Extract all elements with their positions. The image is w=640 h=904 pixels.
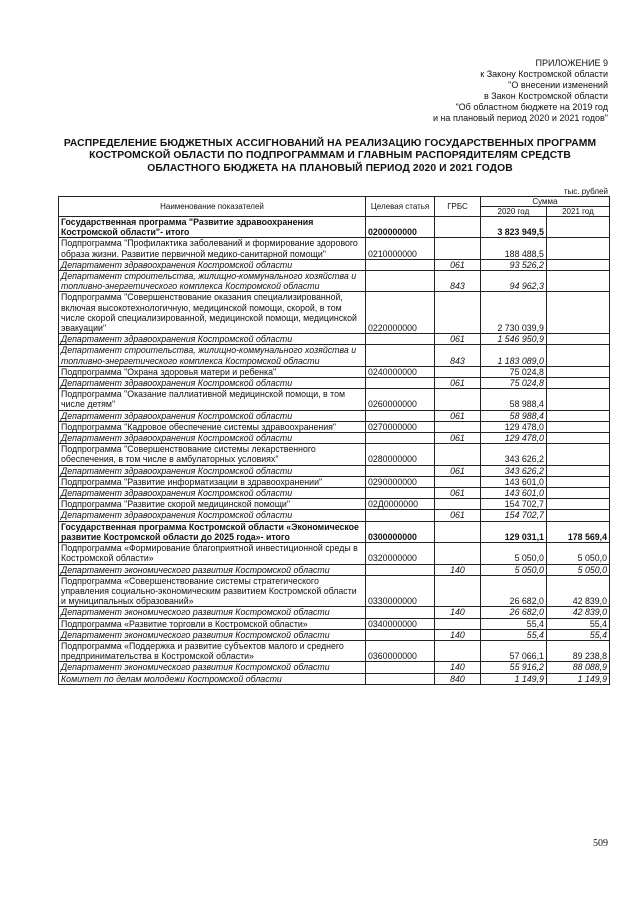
row-sum-2021: [546, 217, 609, 238]
row-code: 02Д0000000: [366, 499, 435, 510]
row-name: Департамент здравоохранения Костромской области: [59, 378, 366, 389]
row-grbs: 140: [435, 662, 481, 673]
row-code: 0290000000: [366, 476, 435, 487]
row-sum-2020: 55,4: [480, 629, 546, 640]
row-name: Комитет по делам молодежи Костромской области: [59, 673, 366, 684]
row-name: Государственная программа "Развитие здравоохранения Костромской области"- итого: [59, 217, 366, 238]
row-sum-2021: [546, 238, 609, 259]
row-sum-2020: 5 050,0: [480, 543, 546, 564]
table-row: [59, 421, 610, 432]
row-grbs: [435, 366, 481, 377]
page-number: 509: [593, 838, 608, 849]
table-row: [59, 543, 610, 564]
row-code: 0220000000: [366, 292, 435, 334]
row-sum-2020: 1 546 950,9: [480, 334, 546, 345]
row-name: Подпрограмма "Профилактика заболеваний и формирование здорового образа жизни. Развитие первичной медико-санитарной помощи": [59, 238, 366, 259]
row-code: 0200000000: [366, 217, 435, 238]
row-code: [366, 410, 435, 421]
header-year-2021: 2021 год: [546, 207, 609, 217]
row-sum-2021: 5 050,0: [546, 564, 609, 575]
row-grbs: [435, 389, 481, 410]
document-title: РАСПРЕДЕЛЕНИЕ БЮДЖЕТНЫХ АССИГНОВАНИЙ НА РЕАЛИЗАЦИЮ ГОСУДАРСТВЕННЫХ ПРОГРАММ КОСТРОМСКОЙ ОБЛАСТИ ПО ПОДПРОГРАММАМ И ГЛАВНЫМ РАСПОРЯДИТЕЛЯМ СРЕДСТВ ОБЛАСТНОГО БЮДЖЕТА НА ПЛАНОВЫЙ ПЕРИОД 2020 И 2021 ГОДОВ: [63, 138, 597, 174]
row-sum-2021: [546, 476, 609, 487]
row-sum-2020: 129 478,0: [480, 421, 546, 432]
appendix-line: "Об областном бюджете на 2019 год: [455, 102, 608, 112]
table-row: [59, 334, 610, 345]
row-sum-2021: [546, 378, 609, 389]
header-code: Целевая статья: [366, 197, 435, 217]
row-sum-2021: [546, 366, 609, 377]
row-name: Департамент здравоохранения Костромской области: [59, 259, 366, 270]
table-header-row: [59, 197, 610, 207]
row-code: [366, 662, 435, 673]
row-sum-2021: [546, 510, 609, 521]
row-code: 0340000000: [366, 618, 435, 629]
row-sum-2021: [546, 292, 609, 334]
row-sum-2020: 55 916,2: [480, 662, 546, 673]
row-sum-2021: 42 839,0: [546, 607, 609, 618]
table-row: [59, 378, 610, 389]
row-code: 0320000000: [366, 543, 435, 564]
row-grbs: 061: [435, 410, 481, 421]
row-sum-2021: [546, 421, 609, 432]
table-row: [59, 238, 610, 259]
row-grbs: 061: [435, 488, 481, 499]
row-code: [366, 510, 435, 521]
header-sum: Сумма: [480, 197, 609, 207]
row-name: Подпрограмма "Развитие информатизации в здравоохранении": [59, 476, 366, 487]
row-grbs: [435, 575, 481, 607]
appendix-line: в Закон Костромской области: [483, 91, 608, 101]
row-sum-2021: [546, 499, 609, 510]
table-row: [59, 607, 610, 618]
appendix-line: и на плановый период 2020 и 2021 годов": [432, 113, 608, 123]
row-sum-2021: [546, 488, 609, 499]
table-row: [59, 366, 610, 377]
row-sum-2020: 143 601,0: [480, 488, 546, 499]
row-name: Департамент здравоохранения Костромской области: [59, 488, 366, 499]
row-sum-2021: [546, 444, 609, 465]
table-row: [59, 389, 610, 410]
row-sum-2020: 75 024,8: [480, 378, 546, 389]
row-sum-2020: 343 626,2: [480, 444, 546, 465]
row-name: Департамент экономического развития Костромской области: [59, 607, 366, 618]
row-sum-2021: 1 149,9: [546, 673, 609, 684]
row-code: [366, 465, 435, 476]
row-name: Департамент здравоохранения Костромской области: [59, 410, 366, 421]
table-row: [59, 259, 610, 270]
row-sum-2021: 5 050,0: [546, 543, 609, 564]
table-row: [59, 673, 610, 684]
row-sum-2020: 57 066,1: [480, 640, 546, 661]
row-name: Подпрограмма «Поддержка и развитие субъектов малого и среднего предпринимательства в Костромской области»: [59, 640, 366, 661]
row-code: 0260000000: [366, 389, 435, 410]
table-row: [59, 575, 610, 607]
row-grbs: 061: [435, 259, 481, 270]
row-sum-2021: 178 569,4: [546, 521, 609, 542]
row-code: 0300000000: [366, 521, 435, 542]
row-sum-2020: 75 024,8: [480, 366, 546, 377]
row-code: [366, 271, 435, 292]
row-grbs: [435, 421, 481, 432]
unit-label: тыс. рублей: [563, 187, 608, 196]
row-sum-2020: 26 682,0: [480, 607, 546, 618]
row-grbs: 061: [435, 510, 481, 521]
row-sum-2020: 154 702,7: [480, 499, 546, 510]
row-code: [366, 334, 435, 345]
row-name: Департамент здравоохранения Костромской области: [59, 433, 366, 444]
row-name: Департамент экономического развития Костромской области: [59, 629, 366, 640]
table-row: [59, 476, 610, 487]
row-name: Департамент здравоохранения Костромской области: [59, 510, 366, 521]
row-sum-2020: 58 988,4: [480, 389, 546, 410]
row-name: Департамент строительства, жилищно-коммунального хозяйства и топливно-энергетического комплекса Костромской области: [59, 345, 366, 366]
row-name: Государственная программа Костромской области «Экономическое развитие Костромской области до 2025 года»- итого: [59, 521, 366, 542]
table-row: [59, 499, 610, 510]
row-grbs: [435, 292, 481, 334]
row-code: 0270000000: [366, 421, 435, 432]
appendix-line: ПРИЛОЖЕНИЕ 9: [535, 58, 608, 68]
row-sum-2021: 55,4: [546, 618, 609, 629]
table-row: [59, 488, 610, 499]
table-row: [59, 433, 610, 444]
table-row: [59, 292, 610, 334]
row-code: [366, 607, 435, 618]
row-code: [366, 433, 435, 444]
row-sum-2021: [546, 345, 609, 366]
row-sum-2020: 129 031,1: [480, 521, 546, 542]
appendix-line: "О внесении изменений: [508, 80, 608, 90]
row-grbs: 843: [435, 345, 481, 366]
row-sum-2021: [546, 433, 609, 444]
row-sum-2021: 88 088,9: [546, 662, 609, 673]
row-sum-2021: [546, 334, 609, 345]
row-name: Подпрограмма "Охрана здоровья матери и ребенка": [59, 366, 366, 377]
row-sum-2021: [546, 259, 609, 270]
row-grbs: [435, 640, 481, 661]
header-name: Наименование показателей: [59, 197, 366, 217]
row-code: [366, 345, 435, 366]
table-row: [59, 564, 610, 575]
row-code: 0280000000: [366, 444, 435, 465]
row-sum-2020: 1 183 089,0: [480, 345, 546, 366]
row-sum-2021: [546, 410, 609, 421]
row-grbs: [435, 476, 481, 487]
row-grbs: [435, 499, 481, 510]
row-sum-2020: 3 823 949,5: [480, 217, 546, 238]
row-sum-2021: [546, 271, 609, 292]
table-row: [59, 662, 610, 673]
table-row: [59, 629, 610, 640]
row-name: Подпрограмма "Оказание паллиативной медицинской помощи, в том числе детям": [59, 389, 366, 410]
table-row: [59, 640, 610, 661]
row-sum-2020: 2 730 039,9: [480, 292, 546, 334]
row-code: [366, 259, 435, 270]
row-grbs: [435, 444, 481, 465]
row-name: Департамент экономического развития Костромской области: [59, 662, 366, 673]
row-code: [366, 488, 435, 499]
row-code: [366, 378, 435, 389]
row-grbs: [435, 618, 481, 629]
header-grbs: ГРБС: [435, 197, 481, 217]
row-grbs: 140: [435, 607, 481, 618]
header-year-2020: 2020 год: [480, 207, 546, 217]
row-grbs: [435, 521, 481, 542]
row-sum-2021: 55,4: [546, 629, 609, 640]
row-name: Департамент экономического развития Костромской области: [59, 564, 366, 575]
row-name: Подпрограмма "Кадровое обеспечение системы здравоохранения": [59, 421, 366, 432]
row-grbs: 140: [435, 564, 481, 575]
row-sum-2020: 5 050,0: [480, 564, 546, 575]
row-sum-2020: 154 702,7: [480, 510, 546, 521]
row-name: Подпрограмма «Совершенствование системы стратегического управления социально-экономическим развитием Костромской области и муниципальных образований»: [59, 575, 366, 607]
row-name: Подпрограмма «Формирование благоприятной инвестиционной среды в Костромской области»: [59, 543, 366, 564]
table-row: [59, 510, 610, 521]
row-sum-2020: 143 601,0: [480, 476, 546, 487]
row-name: Департамент здравоохранения Костромской области: [59, 334, 366, 345]
row-sum-2021: 89 238,8: [546, 640, 609, 661]
row-code: 0360000000: [366, 640, 435, 661]
row-code: [366, 629, 435, 640]
row-name: Подпрограмма "Совершенствование оказания специализированной, включая высокотехнологичную, медицинской помощи, скорой, в том числе скорой специализированной, медицинской помощи, медицинской эвакуации": [59, 292, 366, 334]
row-grbs: [435, 543, 481, 564]
row-name: Подпрограмма "Развитие скорой медицинской помощи": [59, 499, 366, 510]
row-grbs: 061: [435, 334, 481, 345]
row-grbs: [435, 217, 481, 238]
row-sum-2020: 26 682,0: [480, 575, 546, 607]
row-grbs: 061: [435, 378, 481, 389]
row-name: Департамент здравоохранения Костромской области: [59, 465, 366, 476]
row-grbs: 843: [435, 271, 481, 292]
row-grbs: 061: [435, 433, 481, 444]
table-row: [59, 521, 610, 542]
table-row: [59, 444, 610, 465]
row-sum-2020: 55,4: [480, 618, 546, 629]
row-sum-2021: 42 839,0: [546, 575, 609, 607]
row-code: 0330000000: [366, 575, 435, 607]
appendix-header: [433, 58, 608, 124]
row-code: 0210000000: [366, 238, 435, 259]
row-sum-2020: 1 149,9: [480, 673, 546, 684]
budget-table: [58, 196, 610, 685]
row-name: Департамент строительства, жилищно-коммунального хозяйства и топливно-энергетического комплекса Костромской области: [59, 271, 366, 292]
table-row: [59, 217, 610, 238]
row-sum-2020: 93 526,2: [480, 259, 546, 270]
row-sum-2020: 188 488,5: [480, 238, 546, 259]
row-sum-2020: 129 478,0: [480, 433, 546, 444]
table-row: [59, 271, 610, 292]
table-body: [59, 217, 610, 685]
table-row: [59, 618, 610, 629]
row-name: Подпрограмма "Совершенствование системы лекарственного обеспечения, в том числе в амбулаторных условиях": [59, 444, 366, 465]
row-sum-2021: [546, 389, 609, 410]
row-grbs: 840: [435, 673, 481, 684]
row-code: 0240000000: [366, 366, 435, 377]
row-grbs: 140: [435, 629, 481, 640]
row-sum-2021: [546, 465, 609, 476]
table-row: [59, 345, 610, 366]
row-code: [366, 673, 435, 684]
table-row: [59, 410, 610, 421]
row-grbs: [435, 238, 481, 259]
row-name: Подпрограмма «Развитие торговли в Костромской области»: [59, 618, 366, 629]
appendix-line: к Закону Костромской области: [480, 69, 608, 79]
row-sum-2020: 343 626,2: [480, 465, 546, 476]
row-sum-2020: 58 988,4: [480, 410, 546, 421]
row-code: [366, 564, 435, 575]
table-row: [59, 465, 610, 476]
row-grbs: 061: [435, 465, 481, 476]
row-sum-2020: 94 962,3: [480, 271, 546, 292]
